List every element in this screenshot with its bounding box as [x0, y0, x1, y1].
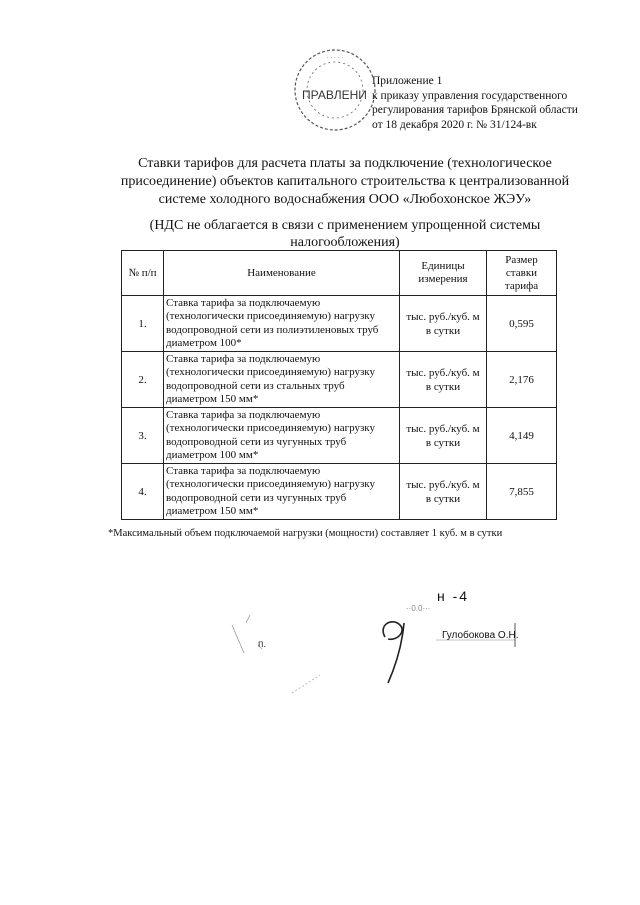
official-stamp: [292, 47, 378, 133]
header-rate: [487, 251, 557, 296]
header-rate-line-1: Размер: [505, 253, 538, 266]
header-name: Наименование: [164, 251, 400, 296]
row-name: [164, 296, 400, 352]
title-line-2: присоединение) объектов капитального строительства к централизованной: [120, 174, 570, 189]
row-unit-line: в сутки: [425, 436, 461, 449]
appendix-line-3: регулирования тарифов Брянской области: [372, 104, 578, 116]
vat-note-line-2: налогообложения): [290, 235, 400, 250]
row-rate: 2,176: [487, 352, 557, 408]
row-name-line: водопроводной сети из полиэтиленовых труб: [166, 323, 379, 336]
faint-mark: [292, 675, 320, 693]
row-name: [164, 464, 400, 520]
table-header-row: [122, 251, 557, 296]
appendix-line-1: Приложение 1: [372, 75, 443, 87]
row-name-line: (технологически присоединяемую) нагрузку: [166, 478, 375, 491]
row-num: 2.: [122, 352, 164, 408]
header-rate-line-2: ставки: [505, 266, 538, 279]
title-line-3: системе холодного водоснабжения ООО «Любохонское ЖЭУ»: [158, 192, 532, 207]
row-name-line: диаметром 150 мм*: [166, 392, 259, 405]
stamp-text: ПРАВЛЕНИ: [302, 88, 367, 102]
row-name-line: водопроводной сети из чугунных труб: [166, 491, 347, 504]
row-name: [164, 352, 400, 408]
row-name-line: диаметром 100*: [166, 336, 242, 349]
header-num: № п/п: [122, 251, 164, 296]
header-unit: [400, 251, 487, 296]
table-row: [122, 352, 557, 408]
document-title: [110, 155, 580, 209]
appendix-line-2: к приказу управления государственного: [372, 89, 568, 102]
row-name-line: (технологически присоединяемую) нагрузку: [166, 366, 375, 379]
signatory-name: Гулобокова О.Н.: [442, 630, 519, 641]
row-rate: 4,149: [487, 408, 557, 464]
svg-text:· · · · ·: · · · · ·: [326, 55, 344, 61]
appendix-header: [372, 74, 578, 132]
table-row: [122, 296, 557, 352]
row-unit-line: тыс. руб./куб. м: [406, 366, 480, 379]
footnote: *Максимальный объем подключаемой нагрузки (мощности) составляет 1 куб. м в сутки: [108, 528, 503, 539]
row-unit-line: тыс. руб./куб. м: [406, 310, 480, 323]
tariff-table: [121, 250, 557, 520]
row-name-line: диаметром 100 мм*: [166, 448, 259, 461]
handwritten-signature: [383, 622, 404, 683]
row-unit-line: тыс. руб./куб. м: [406, 422, 480, 435]
row-name-line: Ставка тарифа за подключаемую: [166, 408, 321, 421]
row-name-line: (технологически присоединяемую) нагрузку: [166, 422, 375, 435]
row-name-line: Ставка тарифа за подключаемую: [166, 464, 321, 477]
signature-mark: н -4: [437, 588, 470, 604]
svg-text:п.: п.: [258, 639, 267, 650]
row-rate: 7,855: [487, 464, 557, 520]
table-row: [122, 408, 557, 464]
row-unit: [400, 296, 487, 352]
row-unit: [400, 464, 487, 520]
row-unit-line: в сутки: [425, 324, 461, 337]
row-name-line: водопроводной сети из чугунных труб: [166, 435, 347, 448]
row-name-line: Ставка тарифа за подключаемую: [166, 352, 321, 365]
row-num: 1.: [122, 296, 164, 352]
header-rate-line-3: тарифа: [504, 279, 539, 292]
row-num: 3.: [122, 408, 164, 464]
row-num: 4.: [122, 464, 164, 520]
row-unit: [400, 352, 487, 408]
row-name-line: водопроводной сети из стальных труб: [166, 379, 345, 392]
vat-note: [110, 217, 580, 251]
row-unit: [400, 408, 487, 464]
signature-area: [0, 575, 640, 695]
row-name-line: диаметром 150 мм*: [166, 504, 259, 517]
row-unit-line: в сутки: [425, 380, 461, 393]
appendix-line-4: от 18 декабря 2020 г. № 31/124-вк: [372, 118, 537, 131]
row-rate: 0,595: [487, 296, 557, 352]
row-name: [164, 408, 400, 464]
header-unit-line-2: измерения: [418, 273, 468, 285]
row-unit-line: тыс. руб./куб. м: [406, 478, 480, 491]
title-line-1: Ставки тарифов для расчета платы за подключение (технологическое: [138, 156, 552, 171]
row-name-line: (технологически присоединяемую) нагрузку: [166, 310, 375, 323]
row-unit-line: в сутки: [425, 492, 461, 505]
vat-note-line-1: (НДС не облагается в связи с применением упрощенной системы: [149, 218, 541, 233]
table-row: [122, 464, 557, 520]
row-name-line: Ставка тарифа за подключаемую: [166, 296, 321, 309]
svg-text:··0.0···: ··0.0···: [406, 604, 431, 613]
header-unit-line-1: Единицы: [421, 260, 465, 272]
